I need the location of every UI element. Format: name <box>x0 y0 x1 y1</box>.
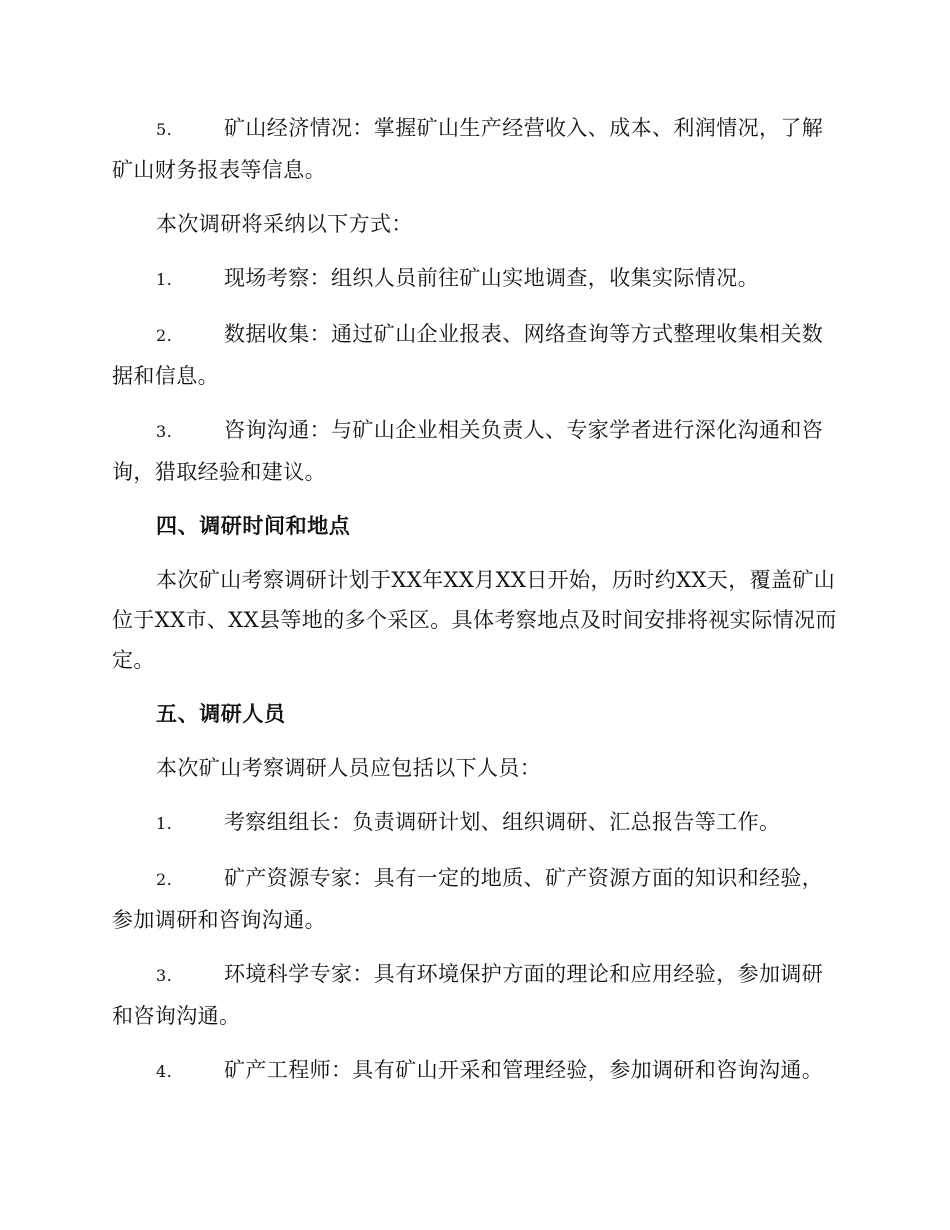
list-item-economy <box>112 108 838 190</box>
list-text: 矿山经济情况：掌握矿山生产经营收入、成本、利润情况，了解矿山财务报表等信息。 <box>112 116 824 182</box>
list-number: 1. <box>156 270 173 289</box>
methods-intro: 本次调研将采纳以下方式： <box>156 212 413 236</box>
time-place-paragraph: 本次矿山考察调研计划于XX年XX月XX日开始，历时约XX天，覆盖矿山位于XX市、XX县等地的多个采区。具体考察地点及时间安排将视实际情况而定。 <box>112 568 837 672</box>
list-text: 数据收集：通过矿山企业报表、网络查询等方式整理收集相关数据和信息。 <box>112 322 824 388</box>
list-item-method-1 <box>112 258 838 300</box>
list-item-method-3 <box>112 410 838 492</box>
list-number: 5. <box>156 120 173 139</box>
list-text: 咨询沟通：与矿山企业相关负责人、专家学者进行深化沟通和咨询，猎取经验和建议。 <box>112 418 824 484</box>
list-item-staff-4 <box>112 1050 838 1092</box>
list-item-staff-3 <box>112 954 838 1036</box>
list-number: 1. <box>156 814 173 833</box>
list-item-method-2 <box>112 314 838 396</box>
list-text: 矿产资源专家：具有一定的地质、矿产资源方面的知识和经验，参加调研和咨询沟通。 <box>112 866 824 932</box>
list-text: 矿产工程师：具有矿山开采和管理经验，参加调研和咨询沟通。 <box>224 1058 824 1082</box>
list-number: 3. <box>156 422 173 441</box>
list-text: 现场考察：组织人员前往矿山实地调查，收集实际情况。 <box>224 266 759 290</box>
list-number: 3. <box>156 966 173 985</box>
document-body <box>112 108 838 1106</box>
list-number: 4. <box>156 1062 173 1081</box>
list-item-staff-1 <box>112 802 838 844</box>
list-text: 考察组组长：负责调研计划、组织调研、汇总报告等工作。 <box>224 810 781 834</box>
section-heading-time-place: 四、调研时间和地点 <box>156 514 351 538</box>
list-number: 2. <box>156 870 173 889</box>
list-text: 环境科学专家：具有环境保护方面的理论和应用经验，参加调研和咨询沟通。 <box>112 962 824 1028</box>
section-heading-staff: 五、调研人员 <box>156 702 286 726</box>
list-item-staff-2 <box>112 858 838 940</box>
list-number: 2. <box>156 326 173 345</box>
staff-intro: 本次矿山考察调研人员应包括以下人员： <box>156 756 542 780</box>
